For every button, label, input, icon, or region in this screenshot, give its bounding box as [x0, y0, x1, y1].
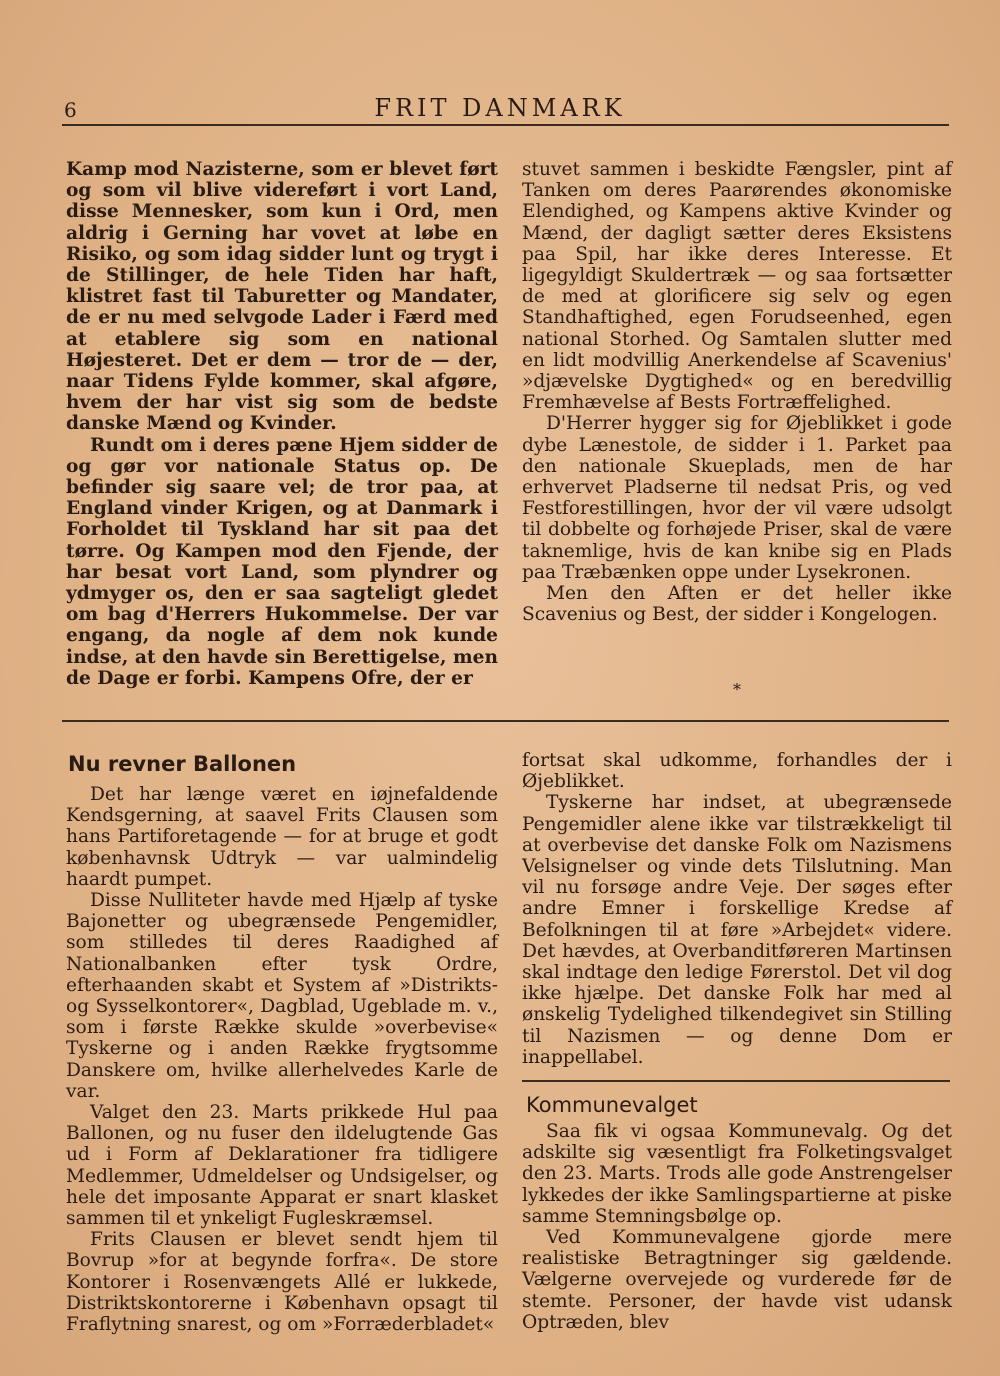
header-rule — [62, 124, 949, 126]
ballonen-left-column — [66, 784, 498, 1335]
kommunevalget-paragraph-2: Ved Kommunevalgene gjorde mere realistiske Betragtninger sig gældende. Vælgerne overvejede og vurderede før de stemte. Personer, der havde vist udansk Optræden, blev — [522, 1227, 952, 1333]
mid-page-rule — [62, 720, 949, 722]
kommunevalget-rule — [522, 1080, 950, 1082]
upper-right-paragraph-1: stuvet sammen i beskidte Fængsler, pint af Tanken om deres Paarørendes økonomiske Elendighed, og Kampens aktive Kvinder og Mænd, der dagligt sætter deres Eksistens paa Spil, har ikke deres Interesse. Et ligegyldigt Skuldertræk — og saa fortsætter de med at glorificere sig selv og egen Standhaftighed, egen Forudseenhed, egen national Storhed. Og Samtalen slutter med en lidt modvillig Anerkendelse af Scavenius' »djævelske Dygtighed« og en beredvillig Fremhævelse af Bests Fortræffelighed. — [522, 159, 952, 414]
ballonen-right-paragraph-2: Tyskerne har indset, at ubegrænsede Pengemidler alene ikke var tilstrækkeligt til at overbevise det danske Folk om Nazismens Velsignelser og vinde dets Tilslutning. Man vil nu forsøge andre Veje. Der søges efter andre Emner i forskellige Kredse af Befolkningen til at føre »Arbejdet« videre. Det hævdes, at Overbanditføreren Martinsen skal indtage den ledige Førerstol. Det vil dog ikke hjælpe. Det danske Folk har med al ønskelig Tydelighed tilkendegivet sin Stilling til Nazismen — og denne Dom er inappellabel. — [522, 792, 952, 1068]
kommunevalget-column — [522, 1121, 952, 1333]
upper-left-paragraph-1: Kamp mod Nazisterne, som er blevet ført og som vil blive videreført i vort Land, disse Mennesker, som kun i Ord, men aldrig i Gerning har vovet at løbe en Risiko, og som idag sidder lunt og trygt i de Stillinger, de hele Tiden har haft, klistret fast til Taburetter og Mandater, de er nu med selvgode Lader i Færd med at etablere sig som en national Højesteret. Det er dem — tror de — der, naar Tidens Fylde kommer, skal afgøre, hvem der har vist sig som de bedste danske Mænd og Kvinder. — [66, 159, 498, 435]
kommunevalget-paragraph-1: Saa fik vi ogsaa Kommunevalg. Og det adskilte sig væsentligt fra Folketingsvalget den 23. Marts. Trods alle gode Anstrengelser lykkedes der ikke Samlingspartierne at piske samme Stemningsbølge op. — [522, 1121, 952, 1227]
ballonen-right-paragraph-1: fortsat skal udkomme, forhandles der i Øjeblikket. — [522, 750, 952, 793]
upper-right-paragraph-3: Men den Aften er det heller ikke Scavenius og Best, der sidder i Kongelogen. — [522, 583, 952, 626]
page-number: 6 — [64, 98, 77, 122]
ballonen-left-paragraph-4: Frits Clausen er blevet sendt hjem til Bovrup »for at begynde forfra«. De store Kontorer i Rosenvængets Allé er lukkede, Distriktskontorerne i København opsagt til Fraflytning snarest, og om »Forræderbladet« — [66, 1229, 498, 1336]
ballonen-left-paragraph-3: Valget den 23. Marts prikkede Hul paa Ballonen, og nu fuser den ildelugtende Gas ud i Form af Deklarationer fra tidligere Medlemmer, Udmeldelser og Undsigelser, og hele det imposante Apparat er snart klasket sammen til et ynkeligt Fugleskræmsel. — [66, 1102, 498, 1230]
publication-title: FRIT DANMARK — [374, 94, 626, 122]
section-separator-asterisk: * — [733, 680, 741, 699]
kommunevalget-title: Kommunevalget — [526, 1093, 698, 1117]
upper-left-paragraph-2: Rundt om i deres pæne Hjem sidder de og gør vor nationale Status op. De befinder sig saare vel; de tror paa, at England vinder Krigen, og at Danmark i Forholdet til Tyskland har sit paa det tørre. Og Kampen mod den Fjende, der har besat vort Land, som plyndrer og ydmyger os, den er saa sagteligt gledet om bag d'Herrers Hukommelse. Der var engang, da nogle af dem nok kunde indse, at den havde sin Berettigelse, men de Dage er forbi. Kampens Ofre, der er — [66, 434, 498, 689]
ballonen-title: Nu revner Ballonen — [68, 752, 297, 776]
ballonen-left-paragraph-2: Disse Nulliteter havde med Hjælp af tyske Bajonetter og ubegrænsede Pengemidler, som stilledes til deres Raadighed af Nationalbanken efter tysk Ordre, efterhaanden skabt et System af »Distrikts- og Sysselkontorer«, Dagblad, Ugeblade m. v., som i første Række skulde »overbevise« Tyskerne og i anden Række frygtsomme Danskere om, hvilke allerhelvedes Karle de var. — [66, 890, 498, 1102]
upper-article-right-column — [522, 159, 952, 625]
ballonen-left-paragraph-1: Det har længe været en iøjnefaldende Kendsgerning, at saavel Frits Clausen som hans Partiforetagende — for at bruge et godt københavnsk Udtryk — var ualmindelig haardt pumpet. — [66, 784, 498, 890]
upper-article-left-column — [66, 159, 498, 689]
upper-right-paragraph-2: D'Herrer hygger sig for Øjeblikket i gode dybe Lænestole, de sidder i 1. Parket paa den nationale Skueplads, men de har erhvervet Pladserne til nedsat Pris, og ved Festforestillingen, hvor der vil være udsolgt til dobbelte og forhøjede Priser, skal de være taknemlige, hvis de kan knibe sig en Plads paa Træbænken oppe under Lysekronen. — [522, 413, 952, 583]
ballonen-right-column — [522, 750, 952, 1068]
